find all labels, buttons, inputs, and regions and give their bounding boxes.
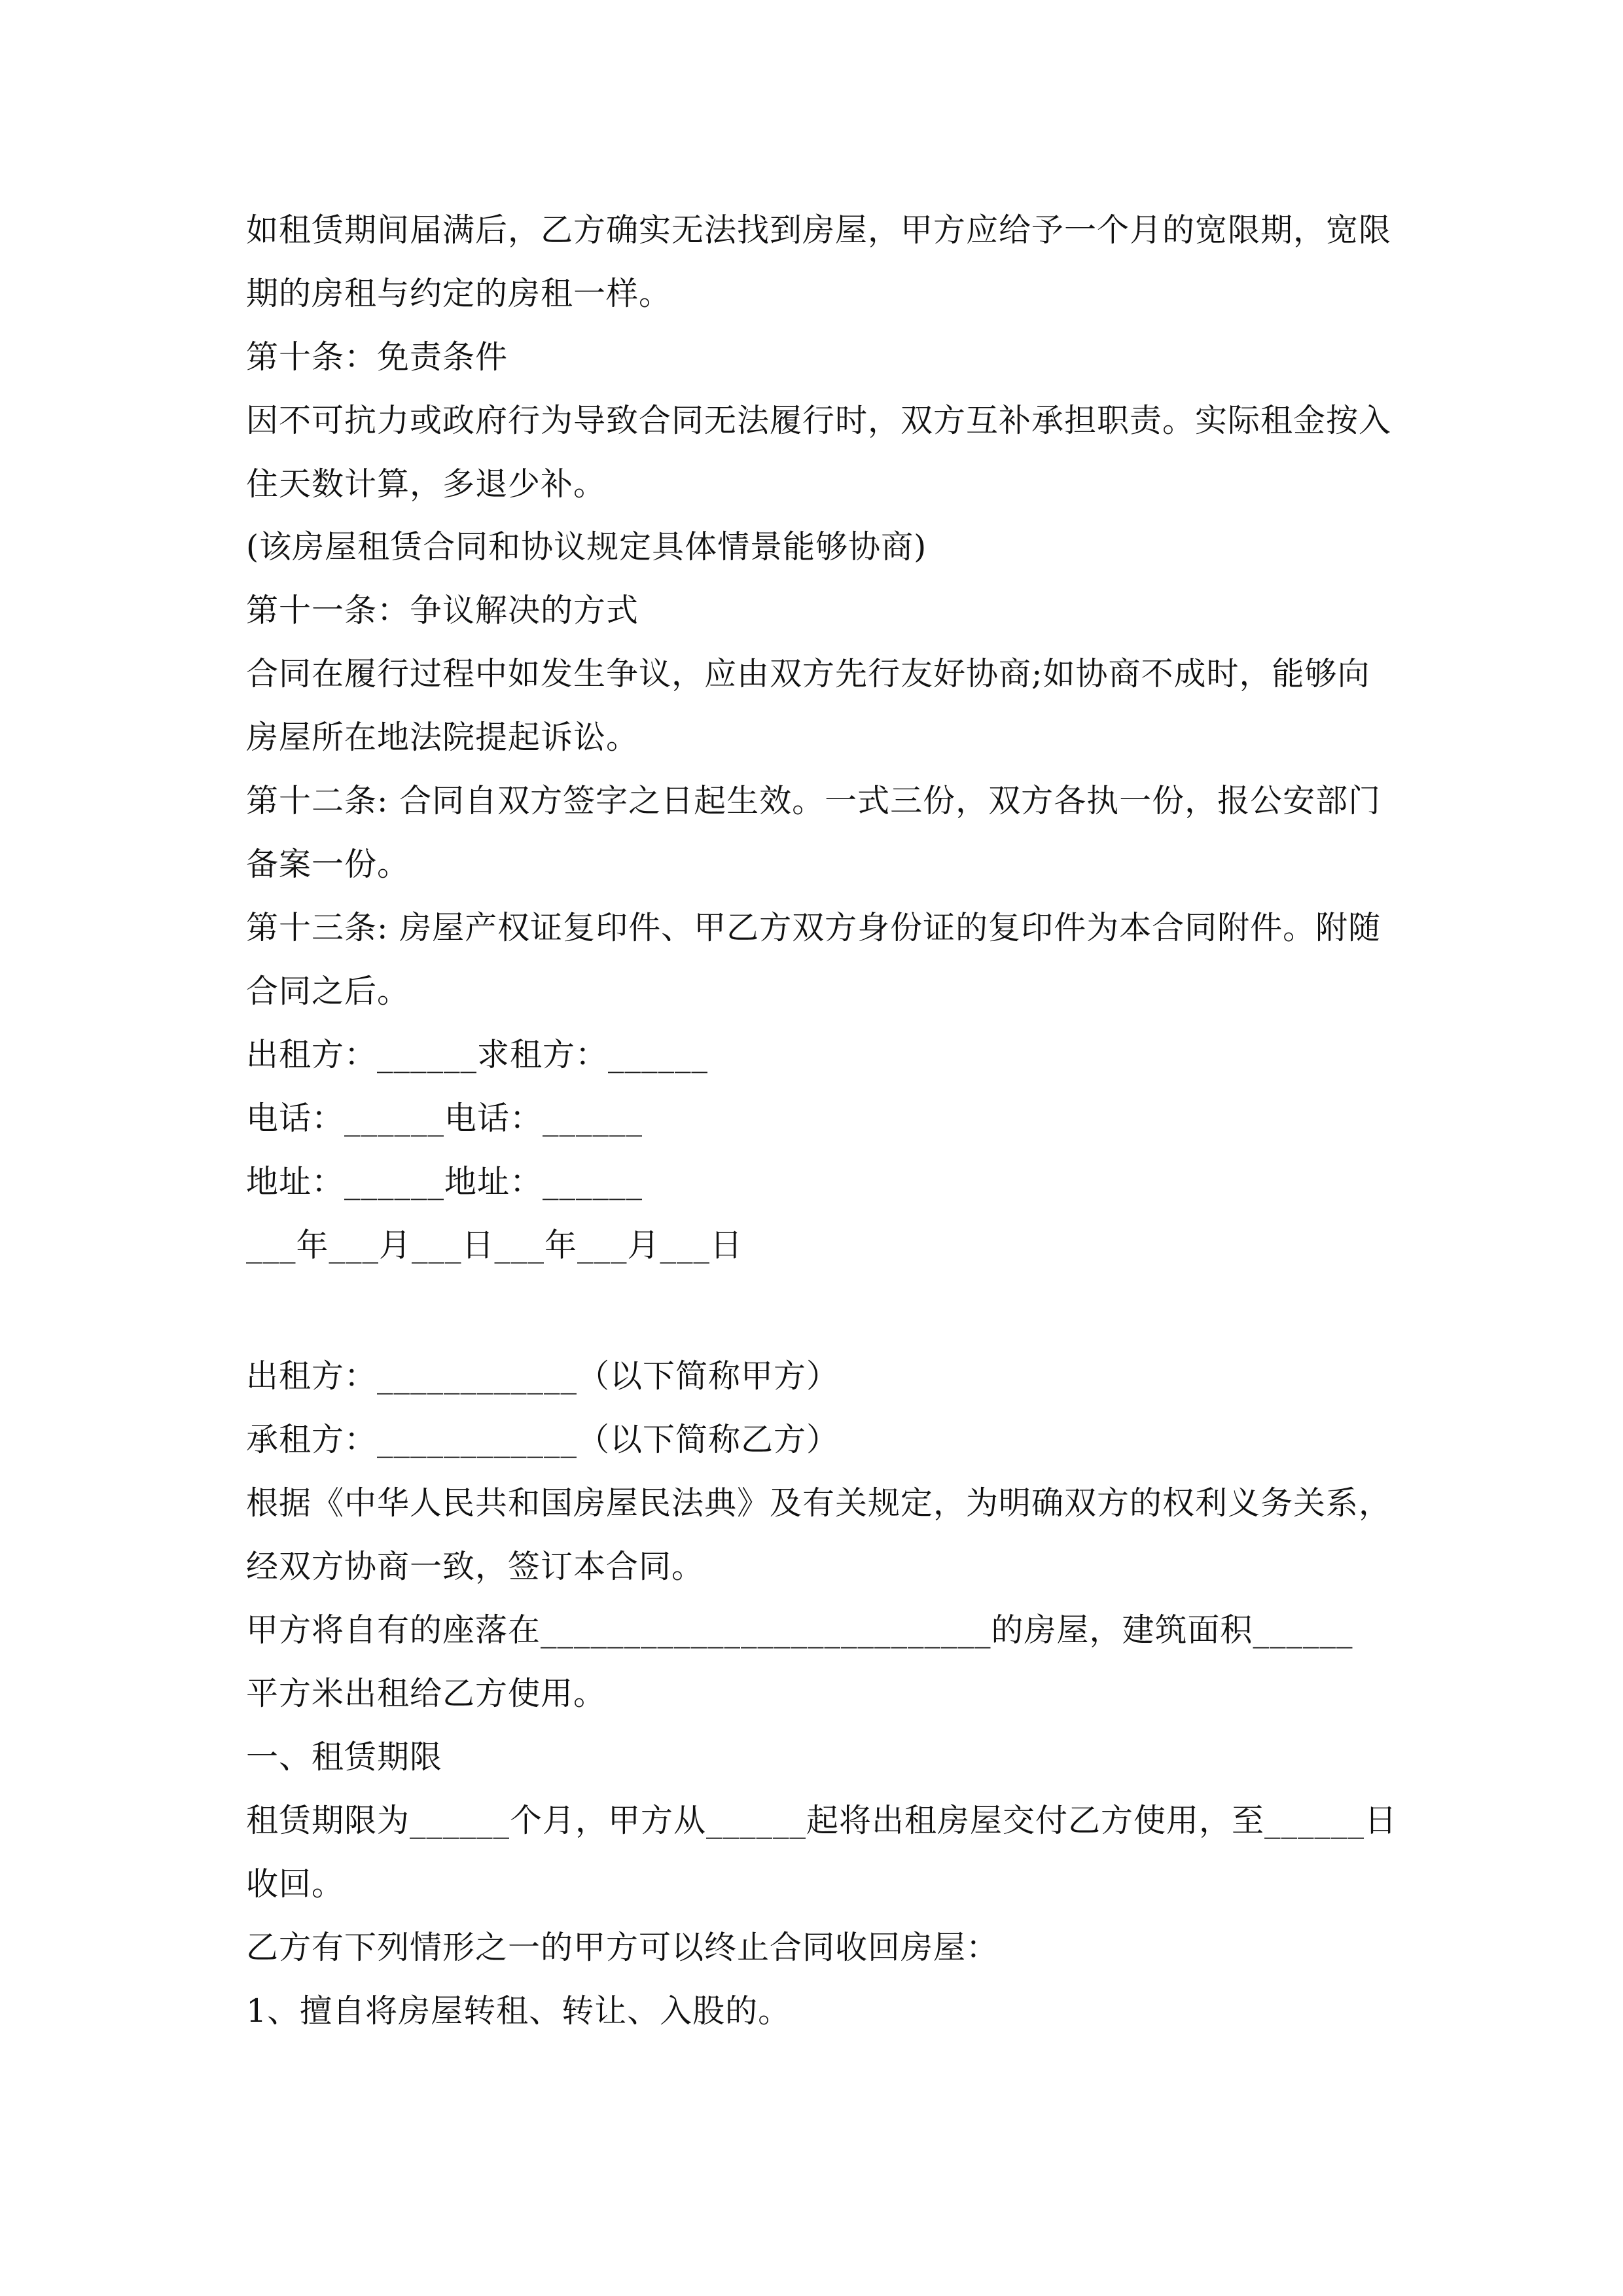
paragraph-line: 经双方协商一致，签订本合同。 [246, 1548, 705, 1585]
paragraph-line: 第十二条: 合同自双方签字之日起生效。一式三份，双方各执一份，报公安部门 [246, 782, 1382, 819]
paragraph-line: 备案一份。 [246, 846, 410, 883]
section-heading: 第十条：免责条件 [246, 338, 508, 376]
party-line: 承租方：____________（以下简称乙方） [246, 1421, 840, 1458]
paragraph-line: 租赁期限为______个月，甲方从______起将出租房屋交付乙方使用，至______日 [246, 1802, 1398, 1839]
paragraph-line: 合同之后。 [246, 973, 410, 1010]
section-heading: 一、租赁期限 [246, 1738, 443, 1776]
paragraph-line: 因不可抗力或政府行为导致合同无法履行时，双方互补承担职责。实际租金按入 [246, 402, 1392, 439]
signature-line: 电话：______电话：______ [246, 1100, 643, 1137]
paragraph-line: 住天数计算，多退少补。 [246, 465, 607, 503]
paragraph-line: 甲方将自有的座落在___________________________的房屋，建筑面积______ [246, 1611, 1353, 1649]
paragraph-line: 如租赁期间届满后，乙方确实无法找到房屋，甲方应给予一个月的宽限期，宽限 [246, 211, 1392, 249]
paragraph-line: 第十三条: 房屋产权证复印件、甲乙方双方身份证的复印件为本合同附件。附随 [246, 909, 1382, 946]
party-line: 出租方：____________（以下简称甲方） [246, 1357, 840, 1395]
signature-line: 地址：______地址：______ [246, 1163, 643, 1200]
paragraph-line: 房屋所在地法院提起诉讼。 [246, 719, 639, 756]
list-item: 1、擅自将房屋转租、转让、入股的。 [246, 1992, 791, 2030]
paragraph-line: 平方米出租给乙方使用。 [246, 1675, 607, 1712]
signature-line: 出租方：______求租方：______ [246, 1036, 709, 1073]
paragraph-line: 期的房租与约定的房租一样。 [246, 275, 672, 312]
paragraph-line: 收回。 [246, 1865, 345, 1903]
paragraph-line: 合同在履行过程中如发生争议，应由双方先行友好协商;如协商不成时，能够向 [246, 655, 1370, 692]
paragraph-line: 乙方有下列情形之一的甲方可以终止合同收回房屋： [246, 1929, 999, 1966]
section-heading: 第十一条：争议解决的方式 [246, 592, 639, 629]
paragraph-line: 根据《中华人民共和国房屋民法典》及有关规定，为明确双方的权利义务关系， [246, 1484, 1392, 1522]
note-line: (该房屋租赁合同和协议规定具体情景能够协商) [246, 528, 927, 565]
date-line: ___年___月___日___年___月___日 [246, 1227, 743, 1264]
